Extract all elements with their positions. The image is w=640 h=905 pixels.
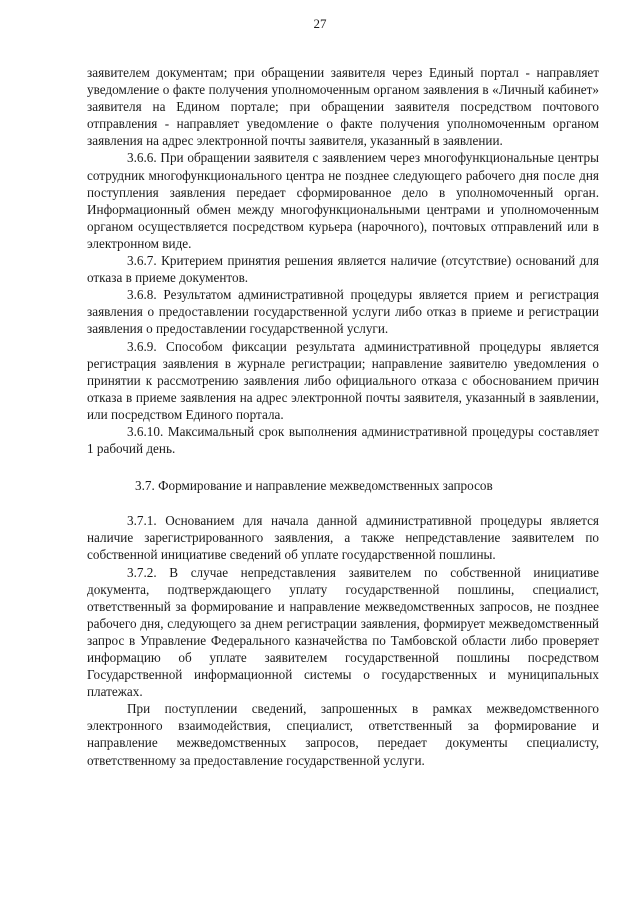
paragraph-3-7-2: 3.7.2. В случае непредставления заявителем по собственной инициативе документа, подтверждающего уплату государственной пошлины, специалист, ответственный за формирование и направление межведомственных запросов, не позднее рабочего дня, следующего за днем регистрации заявления, формирует межведомственный запрос в Управление Федерального казначейства по Тамбовской области либо проверяет информацию об уплате заявителем государственной пошлины посредством Государственной информационной системы о государственных и муниципальных платежах. bbox=[87, 564, 599, 700]
section-heading-3-7: 3.7. Формирование и направление межведомственных запросов bbox=[135, 478, 493, 494]
paragraph-3-6-9: 3.6.9. Способом фиксации результата административной процедуры является регистрация заявления в журнале регистрации; направление заявителю уведомления о принятии к рассмотрению заявления либо официального отказа с обоснованием причин отказа в приеме заявления на адрес электронной почты заявителя, указанный в заявлении, или посредством Единого портала. bbox=[87, 338, 599, 422]
paragraph-3-7-1: 3.7.1. Основанием для начала данной административной процедуры является наличие зарегистрированного заявления, а также непредставление заявителем по собственной инициативе сведений об уплате государственной пошлины. bbox=[87, 513, 599, 563]
document-body bbox=[87, 64, 599, 769]
paragraph-incoming-info: При поступлении сведений, запрошенных в рамках межведомственного электронного взаимодействия, специалист, ответственный за формирование и направление межведомственных запросов, передает документы специалисту, ответственному за предоставление государственной услуги. bbox=[87, 701, 599, 768]
page-number: 27 bbox=[313, 16, 327, 31]
paragraph-3-6-10: 3.6.10. Максимальный срок выполнения административной процедуры составляет 1 рабочий день. bbox=[87, 423, 599, 457]
paragraph-3-6-7: 3.6.7. Критерием принятия решения является наличие (отсутствие) оснований для отказа в приеме документов. bbox=[87, 253, 599, 286]
paragraph-3-6-6: 3.6.6. При обращении заявителя с заявлением через многофункциональные центры сотрудник многофункционального центра не позднее следующего рабочего дня после дня поступления заявления передает сформированное дело в уполномоченный орган. Информационный обмен между многофункциональными центрами и уполномоченным органом осуществляется посредством курьера (нарочного), почтовых отправлений или в электронном виде. bbox=[87, 150, 599, 251]
paragraph-3-6-8: 3.6.8. Результатом административной процедуры является прием и регистрация заявления о предоставлении государственной услуги либо отказ в приеме и регистрации заявления о предоставлении государственной услуги. bbox=[87, 287, 599, 337]
paragraph-continuation: заявителем документам; при обращении заявителя через Единый портал - направляет уведомление о факте получения уполномоченным органом заявления в «Личный кабинет» заявителя на Едином портале; при обращении заявителя посредством почтового отправления - направляет уведомление о факте получения уполномоченным органом заявления на адрес электронной почты заявителя, указанный в заявлении. bbox=[87, 65, 599, 149]
